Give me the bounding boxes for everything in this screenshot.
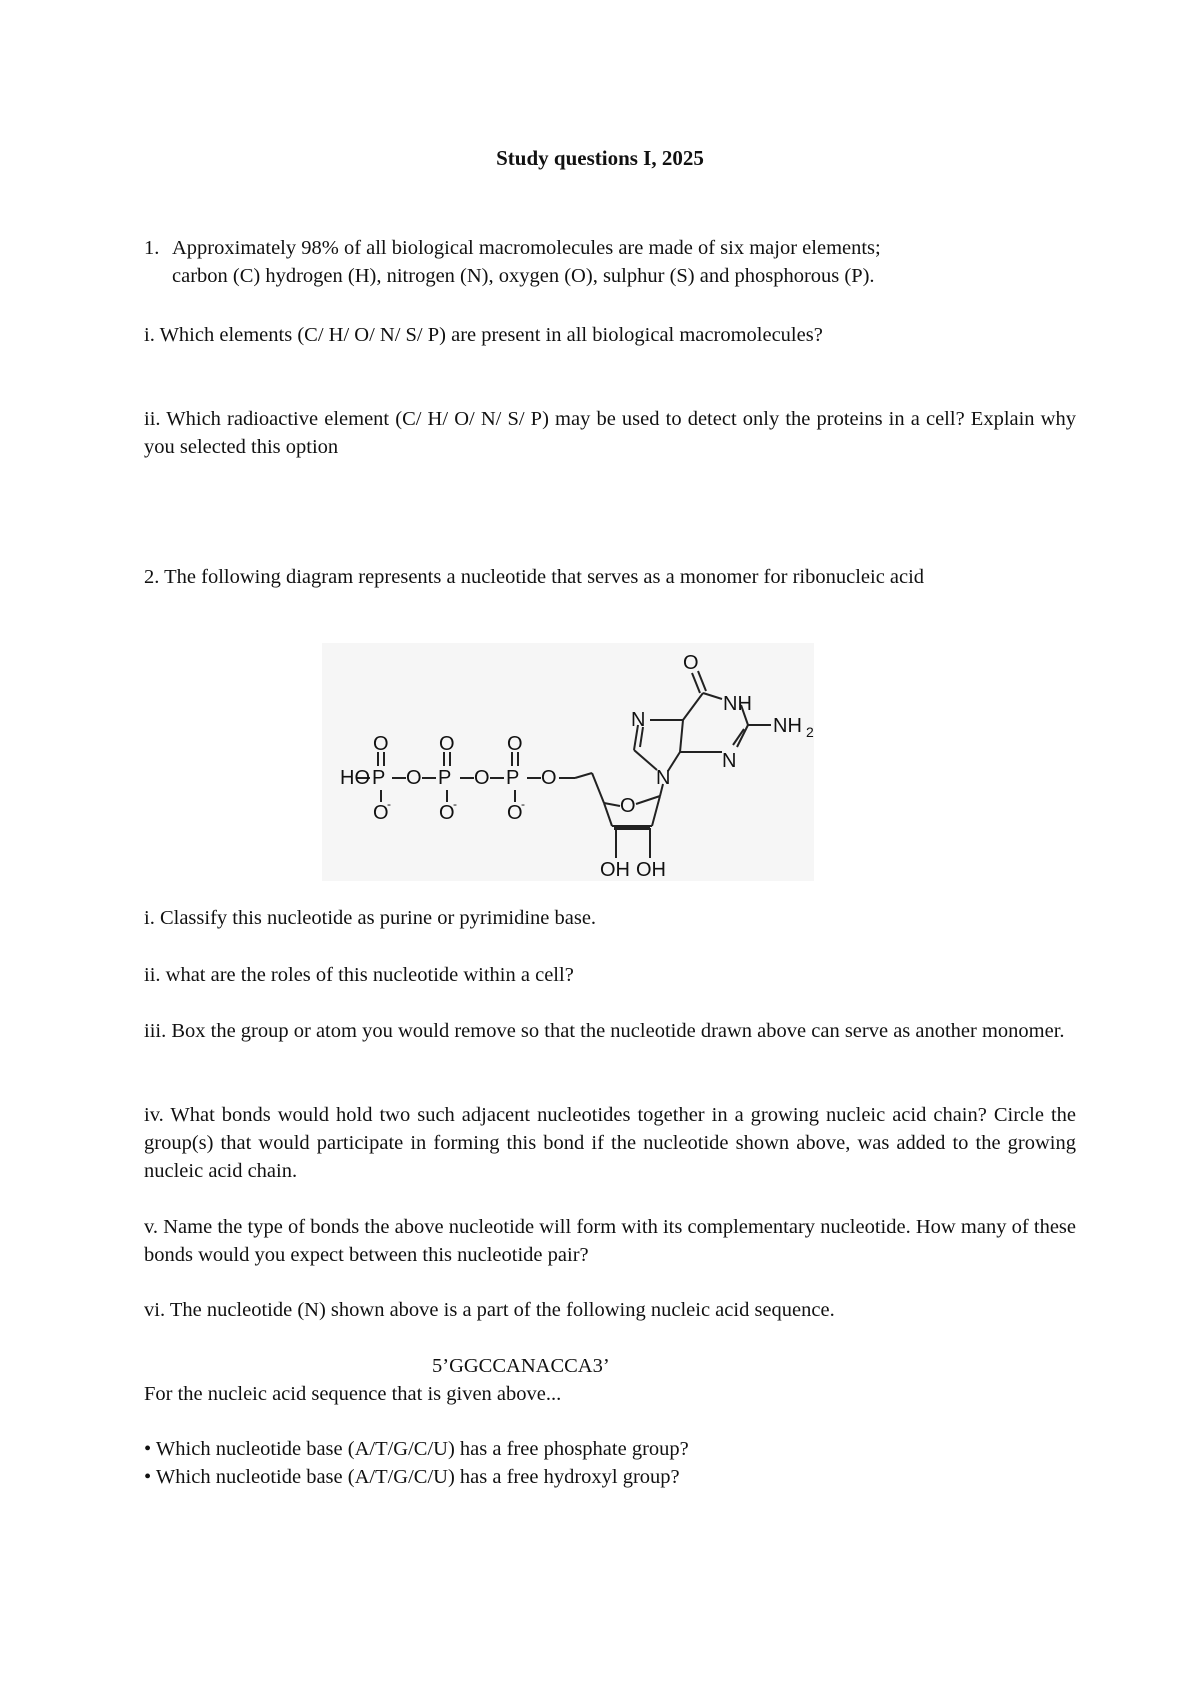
question-2-sub-iii: iii. Box the group or atom you would remove so that the nucleotide drawn above can serve as another monomer. [144,1020,1065,1042]
diagram-label-nh2: NH [773,715,802,737]
question-2-sub-vi: vi. The nucleotide (N) shown above is a part of the following nucleic acid sequence. [144,1299,835,1321]
diagram-label-ho: HO [340,767,370,789]
diagram-label-ominus1: O [373,802,389,824]
nucleic-acid-sequence: 5’GGCCANACCA3’ [432,1355,610,1377]
question-2-sub-iv: iv. What bonds would hold two such adjacent nucleotides together in a growing nucleic acid chain? Circle the group(s) that would participate in forming this bond if the nucleotide shown above, was added to the growing nucleic acid chain. [144,1104,1076,1182]
diagram-label-subscript-2: 2 [806,724,814,740]
diagram-label-o2: O [474,767,490,789]
diagram-label-p1: P [372,767,386,789]
diagram-label-o-top1: O [373,733,389,755]
question-2-sub-v: v. Name the type of bonds the above nucleotide will form with its complementary nucleotide. How many of these bonds would you expect between this nucleotide pair? [144,1216,1076,1266]
question-1-sub-i: i. Which elements (C/ H/ O/ N/ S/ P) are present in all biological macromolecules? [144,324,823,346]
diagram-label-minus2: - [453,797,457,811]
diagram-label-ring-o: O [620,795,636,817]
question-2-sub-i: i. Classify this nucleotide as purine or pyrimidine base. [144,907,597,929]
diagram-label-o-top2: O [439,733,455,755]
diagram-label-n7: N [631,709,646,731]
question-2-sub-ii: ii. what are the roles of this nucleotide within a cell? [144,964,574,986]
diagram-label-o1: O [406,767,422,789]
diagram-label-oh1: OH [600,859,630,881]
diagram-label-minus1: - [387,797,391,811]
page-title: Study questions I, 2025 [496,146,704,170]
diagram-label-carbonyl-o: O [683,652,699,674]
question-2-intro: 2. The following diagram represents a nucleotide that serves as a monomer for ribonucleic acid [144,566,925,588]
diagram-label-minus3: - [521,797,525,811]
bullet-free-hydroxyl: • Which nucleotide base (A/T/G/C/U) has a free hydroxyl group? [144,1466,680,1488]
diagram-label-ominus3: O [507,802,523,824]
question-1-line-2: carbon (C) hydrogen (H), nitrogen (N), oxygen (O), sulphur (S) and phosphorous (P). [172,265,875,287]
bullet-free-phosphate: • Which nucleotide base (A/T/G/C/U) has a free phosphate group? [144,1438,689,1460]
diagram-label-o3: O [541,767,557,789]
diagram-label-n9: N [656,767,671,789]
question-1 [144,234,1076,290]
diagram-label-oh2: OH [636,859,666,881]
diagram-label-nh: NH [723,693,752,715]
question-1-sub-ii: ii. Which radioactive element (C/ H/ O/ N/ S/ P) may be used to detect only the proteins in a cell? Explain why you selected this option [144,408,1076,458]
diagram-label-ominus2: O [439,802,455,824]
question-number: 1. [144,237,160,259]
question-1-line-1: 1. Approximately 98% of all biological macromolecules are made of six major elements; [144,234,1076,262]
nucleotide-diagram [322,643,814,881]
diagram-label-n3: N [722,750,737,772]
diagram-label-p3: P [506,767,520,789]
diagram-label-p2: P [438,767,452,789]
diagram-label-o-top3: O [507,733,523,755]
sequence-note: For the nucleic acid sequence that is given above... [144,1383,562,1405]
question-2-bullets [144,1435,1076,1491]
